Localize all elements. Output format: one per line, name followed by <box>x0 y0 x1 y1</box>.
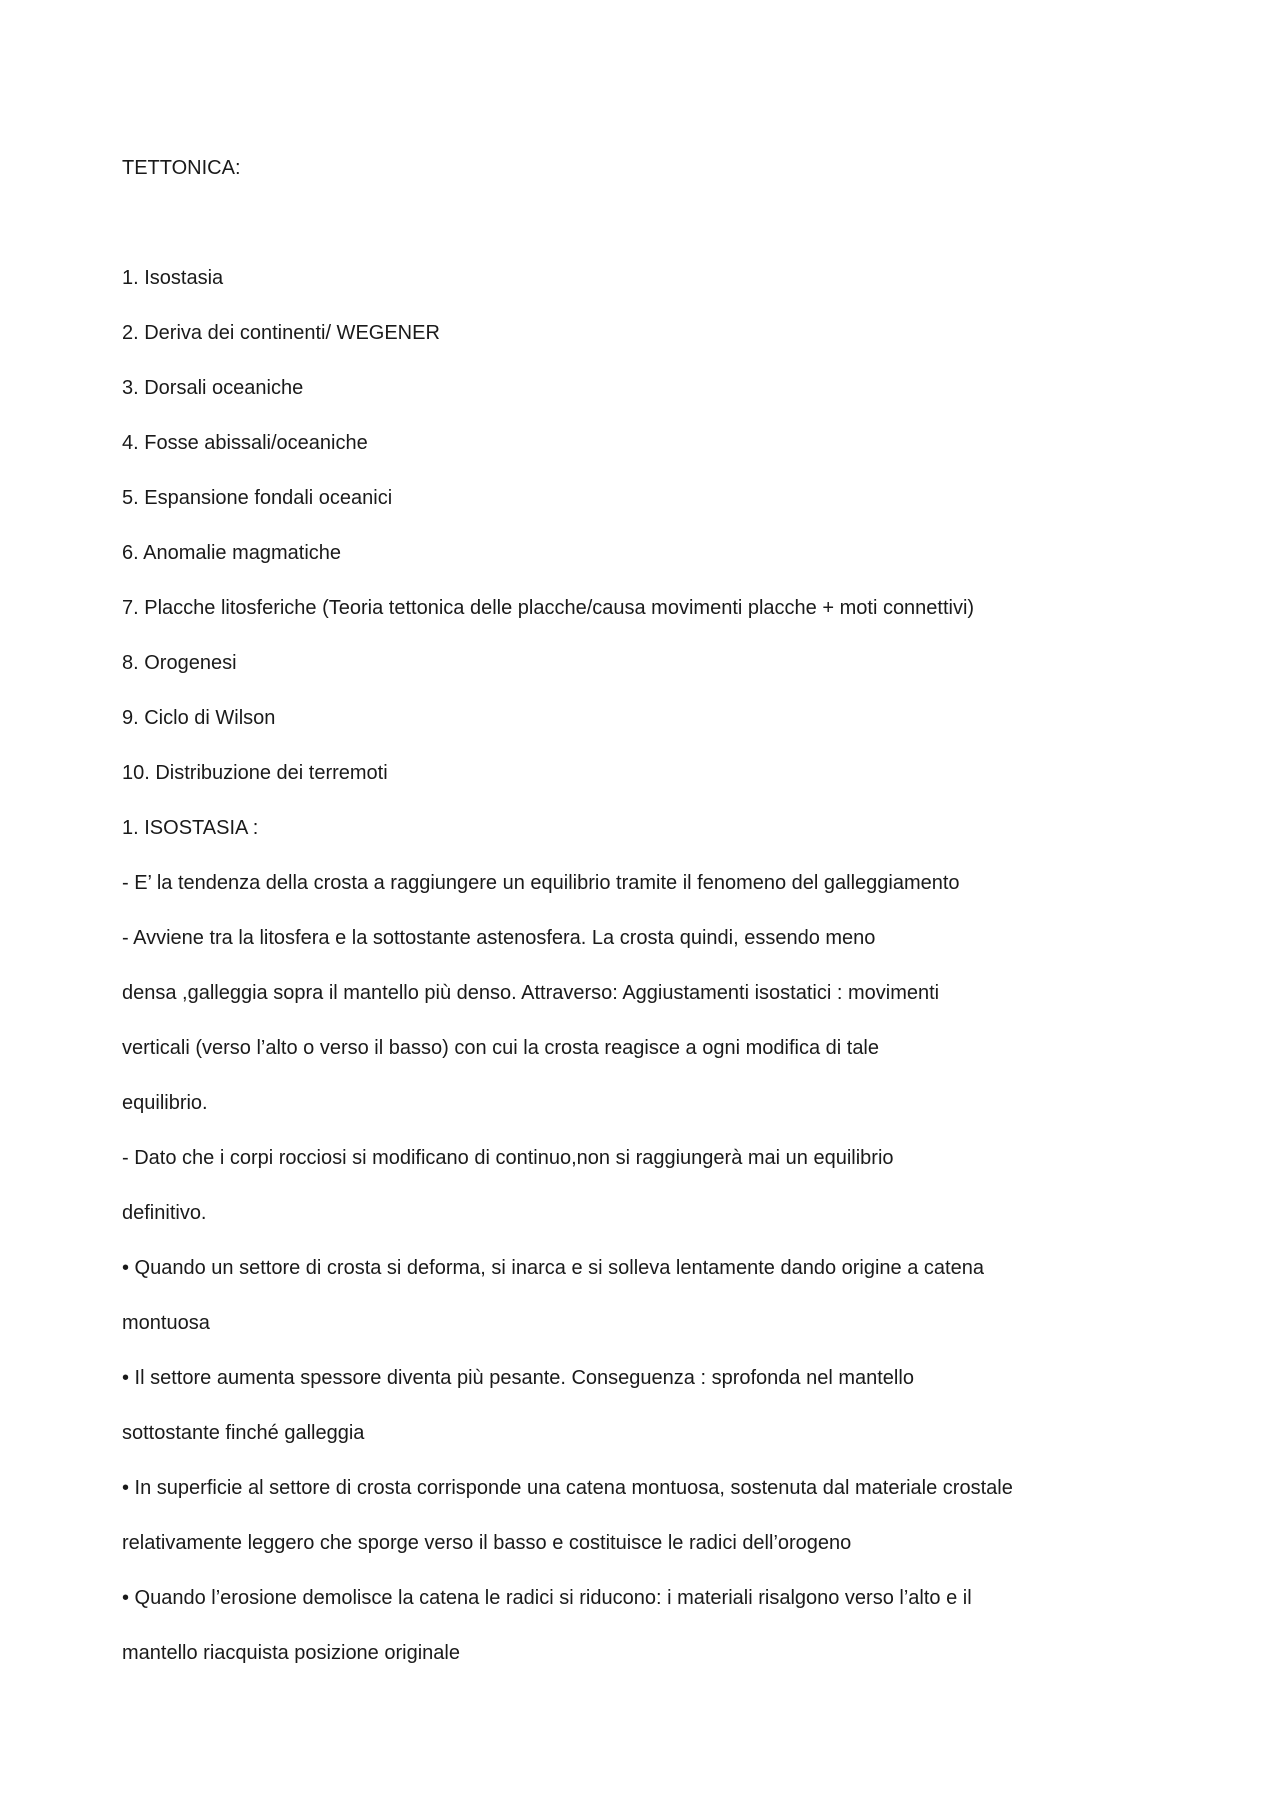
document-content <box>122 152 1182 1692</box>
body-line: verticali (verso l’alto o verso il basso) con cui la crosta reagisce a ogni modifica di tale <box>122 1037 880 1059</box>
body-line: definitivo. <box>122 1202 207 1224</box>
body-line: relativamente leggero che sporge verso il basso e costituisce le radici dell’orogeno <box>122 1532 852 1554</box>
toc-item: 4. Fosse abissali/oceaniche <box>122 432 368 454</box>
body-line: mantello riacquista posizione originale <box>122 1642 460 1664</box>
toc-item: 7. Placche litosferiche (Teoria tettonica delle placche/causa movimenti placche + moti connettivi) <box>122 597 975 619</box>
body-line: montuosa <box>122 1312 210 1334</box>
toc-item: 6. Anomalie magmatiche <box>122 542 342 564</box>
table-of-contents <box>122 262 1182 812</box>
body-line: - Dato che i corpi rocciosi si modificano di continuo,non si raggiungerà mai un equilibrio <box>122 1147 894 1169</box>
body-line: densa ,galleggia sopra il mantello più denso. Attraverso: Aggiustamenti isostatici : movimenti <box>122 982 940 1004</box>
body-line: • In superficie al settore di crosta corrisponde una catena montuosa, sostenuta dal materiale crostale <box>122 1477 1013 1499</box>
body-line: • Quando l’erosione demolisce la catena le radici si riducono: i materiali risalgono verso l’alto e il <box>122 1587 972 1609</box>
toc-item: 3. Dorsali oceaniche <box>122 377 304 399</box>
toc-item: 1. Isostasia <box>122 267 224 289</box>
section-body <box>122 867 1182 1692</box>
toc-item: 8. Orogenesi <box>122 652 237 674</box>
document-title: TETTONICA: <box>122 157 241 179</box>
toc-item: 9. Ciclo di Wilson <box>122 707 276 729</box>
section-heading: 1. ISOSTASIA : <box>122 817 259 839</box>
body-line: equilibrio. <box>122 1092 208 1114</box>
body-line: • Quando un settore di crosta si deforma, si inarca e si solleva lentamente dando origine a catena <box>122 1257 984 1279</box>
body-line: sottostante finché galleggia <box>122 1422 365 1444</box>
body-line: - Avviene tra la litosfera e la sottostante astenosfera. La crosta quindi, essendo meno <box>122 927 876 949</box>
body-line: • Il settore aumenta spessore diventa più pesante. Conseguenza : sprofonda nel mantello <box>122 1367 914 1389</box>
toc-item: 5. Espansione fondali oceanici <box>122 487 393 509</box>
toc-item: 10. Distribuzione dei terremoti <box>122 762 388 784</box>
blank-line <box>122 207 1182 262</box>
body-line: - E’ la tendenza della crosta a raggiungere un equilibrio tramite il fenomeno del galleggiamento <box>122 872 960 894</box>
toc-item: 2. Deriva dei continenti/ WEGENER <box>122 322 440 344</box>
